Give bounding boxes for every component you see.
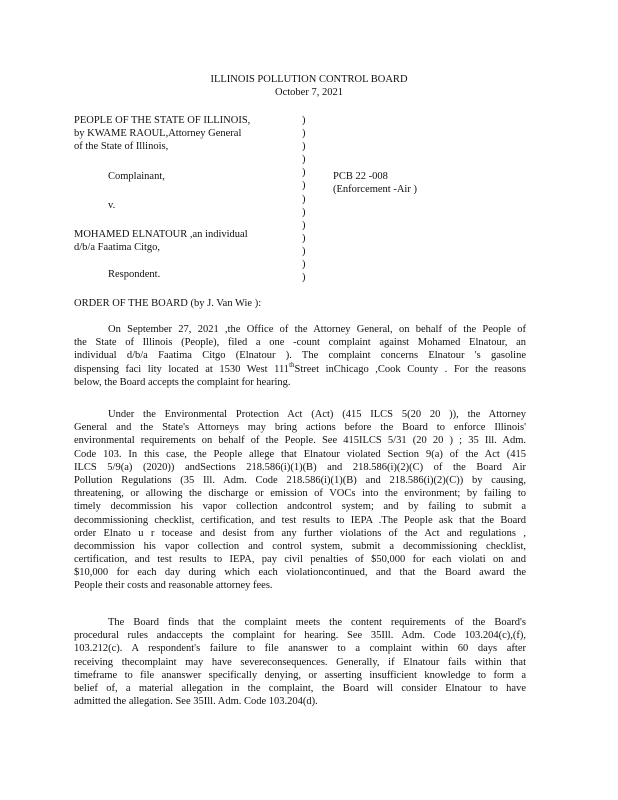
caption-parenthesis-column: ) ) ) ) ) ) ) ) ) ) ) ) ) bbox=[302, 115, 306, 284]
paragraph-line: admitted the allegation. See 35Ill. Adm. Code 103.204(d). bbox=[74, 696, 318, 708]
caption-plaintiff-line-3: of the State of Illinois, bbox=[74, 141, 169, 152]
paragraph-line: decommission his vapor collection and control system, submit a decommissioning checklist, bbox=[74, 540, 526, 552]
order-date: October 7, 2021 bbox=[275, 87, 343, 98]
case-number: PCB 22 -008 bbox=[333, 171, 388, 182]
paragraph-line: 103.212(c). A respondent's failure to file ananswer to a complaint within 60 days after bbox=[74, 643, 526, 655]
paragraph-line: Under the Environmental Protection Act (Act) (415 ILCS 5(20 20 )), the Attorney bbox=[108, 409, 526, 420]
paragraph-line: $10,000 for each day during which each violationcontinued, and that the Board award the bbox=[74, 567, 526, 579]
paragraph-line: timely decommission his vapor collection andcontrol system; and by failing to submit a bbox=[74, 501, 526, 513]
paragraph-line: environmental requirements on behalf of the People. See 415ILCS 5/31 (20 20 ) ; 35 Ill. Adm. bbox=[74, 435, 526, 447]
superscript-th: th bbox=[289, 360, 295, 369]
paragraph-line: the State of Illinois (People), filed a one -count complaint against Mohamed Elnatour, an bbox=[74, 337, 526, 349]
caption-plaintiff-line-1: PEOPLE OF THE STATE OF ILLINOIS, bbox=[74, 115, 251, 126]
paragraph-line: dispensing faci lity located at 1530 West 111thStreet inChicago ,Cook County . For the reasons bbox=[74, 360, 526, 375]
paragraph-line: receiving thecomplaint may have severeconsequences. Generally, if Elnatour fails within that bbox=[74, 656, 526, 668]
paragraph-line: Code 103. In this case, the People allege that Elnatour violated Section 9(a) of the Act (415 bbox=[74, 448, 526, 460]
caption-complainant-label: Complainant, bbox=[108, 171, 165, 182]
paragraph-line: belief of, a material allegation in the complaint, the Board will consider Elnatour to have bbox=[74, 682, 526, 694]
caption-plaintiff-line-2: by KWAME RAOUL,Attorney General bbox=[74, 128, 242, 139]
caption-respondent-line-2: d/b/a Faatima Citgo, bbox=[74, 242, 161, 253]
paragraph-allegations bbox=[74, 408, 526, 593]
paragraph-line: decommissioning checklist, certification, and test results to IEPA .The People ask that the Board bbox=[74, 514, 526, 526]
paragraph-line: timeframe to file ananswer specifically denying, or asserting insufficient knowledge to form a bbox=[74, 669, 526, 681]
paragraph-line: The Board finds that the complaint meets the content requirements of the Board's bbox=[108, 617, 526, 628]
paragraph-line: On September 27, 2021 ,the Office of the Attorney General, on behalf of the People of bbox=[108, 324, 526, 335]
paragraph-board-findings bbox=[74, 616, 526, 708]
caption-versus: v. bbox=[108, 200, 116, 211]
caption-respondent-label: Respondent. bbox=[108, 269, 161, 280]
board-name: ILLINOIS POLLUTION CONTROL BOARD bbox=[210, 74, 408, 85]
paragraph-line: certification, and test results to IEPA, pay civil penalties of $50,000 for each violati on and bbox=[74, 554, 526, 566]
paragraph-line: below, the Board accepts the complaint for hearing. bbox=[74, 376, 291, 388]
case-type: (Enforcement -Air ) bbox=[333, 184, 417, 195]
paragraph-line: threatening, or allowing the discharge or emission of VOCs into the environment; by failing to bbox=[74, 488, 526, 500]
paragraph-line: General and the State's Attorneys may bring actions before the Board to enforce Illinois' bbox=[74, 422, 526, 434]
paragraph-line: Pollution Regulations (35 Ill. Adm. Code 218.586(i)(1)(B) and 218.586(i)(2)(C)) by causing, bbox=[74, 474, 526, 486]
paragraph-line: individual d/b/a Faatima Citgo (Elnatour ). The complaint concerns Elnatour 's gasoline bbox=[74, 350, 526, 362]
paragraph-line: order Elnato u r tocease and desist from any further violations of the Act and regulations , bbox=[74, 527, 526, 539]
order-heading: ORDER OF THE BOARD (by J. Van Wie ): bbox=[74, 298, 262, 309]
paragraph-line: procedural rules andaccepts the complaint for hearing. See 35Ill. Adm. Code 103.204(c),(f), bbox=[74, 630, 526, 642]
paragraph-line: People their costs and reasonable attorney fees. bbox=[74, 580, 273, 592]
caption-respondent-line-1: MOHAMED ELNATOUR ,an individual bbox=[74, 229, 248, 240]
paragraph-line: ILCS 5/9(a) (2020)) andSections 218.586(i)(1)(B) and 218.586(i)(2)(C) of the Board Air bbox=[74, 461, 526, 473]
paragraph-complaint-filed bbox=[74, 323, 526, 389]
